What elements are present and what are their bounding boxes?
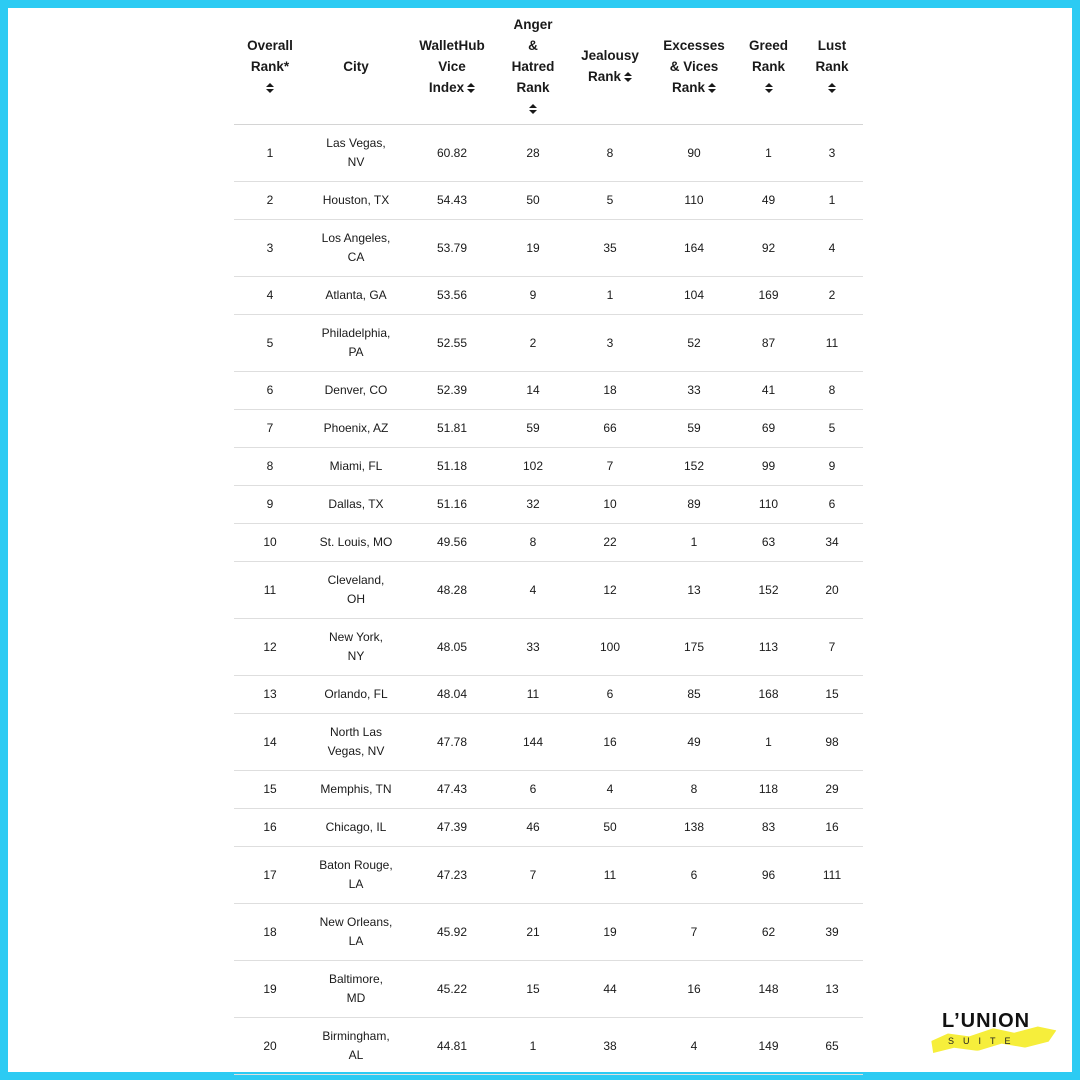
- cell-overall-rank: 19: [234, 961, 306, 1018]
- cell-lust-rank: 9: [801, 448, 863, 486]
- cell-jealousy-rank: 4: [568, 771, 652, 809]
- cell-anger-hatred-rank: 8: [498, 524, 568, 562]
- cell-vice-index: 49.56: [406, 524, 498, 562]
- cell-jealousy-rank: 44: [568, 961, 652, 1018]
- cell-overall-rank: 11: [234, 562, 306, 619]
- table-row: [234, 961, 863, 1018]
- cell-vice-index: 48.05: [406, 619, 498, 676]
- cell-city: [306, 809, 406, 847]
- cell-lust-rank: 4: [801, 220, 863, 277]
- cell-anger-hatred-rank: 33: [498, 619, 568, 676]
- cell-lust-rank: 65: [801, 1018, 863, 1075]
- cell-lust-rank: 111: [801, 847, 863, 904]
- vice-ranking-table: [234, 8, 863, 1075]
- cell-city: [306, 847, 406, 904]
- table-row: [234, 182, 863, 220]
- cell-excesses-vices-rank: 110: [652, 182, 736, 220]
- cell-vice-index: 51.16: [406, 486, 498, 524]
- sort-icon[interactable]: [266, 83, 274, 93]
- city-name-line: LA: [348, 934, 364, 948]
- cell-vice-index: 48.04: [406, 676, 498, 714]
- cell-vice-index: 48.28: [406, 562, 498, 619]
- sort-icon[interactable]: [467, 83, 475, 93]
- cell-jealousy-rank: 7: [568, 448, 652, 486]
- header-label-line: Rank: [751, 58, 785, 74]
- table-row: [234, 125, 863, 182]
- cell-city: [306, 410, 406, 448]
- cell-vice-index: 47.78: [406, 714, 498, 771]
- cell-city: [306, 1018, 406, 1075]
- cell-city: [306, 904, 406, 961]
- cell-overall-rank: 8: [234, 448, 306, 486]
- header-label-line: & Vices: [669, 58, 719, 74]
- cell-greed-rank: 99: [736, 448, 801, 486]
- city-name-line: Birmingham,: [322, 1029, 390, 1043]
- city-name-line: Orlando, FL: [324, 687, 388, 701]
- header-label-line: &: [528, 37, 538, 53]
- cell-city: [306, 448, 406, 486]
- cell-greed-rank: 149: [736, 1018, 801, 1075]
- header-label-line: Vice: [438, 58, 466, 74]
- column-header-excesses-vices-rank[interactable]: [652, 8, 736, 125]
- cell-city: [306, 676, 406, 714]
- cell-lust-rank: 16: [801, 809, 863, 847]
- column-header-anger-hatred-rank[interactable]: [498, 8, 568, 125]
- cell-excesses-vices-rank: 175: [652, 619, 736, 676]
- cell-overall-rank: 7: [234, 410, 306, 448]
- cell-vice-index: 60.82: [406, 125, 498, 182]
- logo-main-text: L’UNION: [942, 1010, 1031, 1032]
- city-name-line: North Las: [329, 725, 383, 739]
- cell-overall-rank: 15: [234, 771, 306, 809]
- cell-city: [306, 524, 406, 562]
- cell-anger-hatred-rank: 11: [498, 676, 568, 714]
- cell-vice-index: 45.92: [406, 904, 498, 961]
- logo-sub-text: SUITE: [948, 1036, 1020, 1046]
- sort-icon-wrap: [500, 98, 566, 119]
- cell-anger-hatred-rank: 32: [498, 486, 568, 524]
- cell-overall-rank: 5: [234, 315, 306, 372]
- column-header-city: [306, 8, 406, 125]
- cell-vice-index: 51.18: [406, 448, 498, 486]
- city-name-line: Atlanta, GA: [325, 288, 387, 302]
- city-name-line: Memphis, TN: [320, 782, 392, 796]
- cell-excesses-vices-rank: 85: [652, 676, 736, 714]
- city-name-line: OH: [347, 592, 365, 606]
- cell-jealousy-rank: 6: [568, 676, 652, 714]
- cell-vice-index: 52.55: [406, 315, 498, 372]
- cell-jealousy-rank: 22: [568, 524, 652, 562]
- header-row: [234, 8, 863, 125]
- cell-greed-rank: 63: [736, 524, 801, 562]
- column-header-greed-rank[interactable]: [736, 8, 801, 125]
- cell-excesses-vices-rank: 138: [652, 809, 736, 847]
- city-name-line: LA: [348, 877, 364, 891]
- cell-overall-rank: 3: [234, 220, 306, 277]
- cell-lust-rank: 5: [801, 410, 863, 448]
- cell-anger-hatred-rank: 1: [498, 1018, 568, 1075]
- city-name-line: Baton Rouge,: [319, 858, 393, 872]
- cell-jealousy-rank: 16: [568, 714, 652, 771]
- cell-overall-rank: 9: [234, 486, 306, 524]
- cell-lust-rank: 15: [801, 676, 863, 714]
- cell-excesses-vices-rank: 52: [652, 315, 736, 372]
- cell-greed-rank: 113: [736, 619, 801, 676]
- cell-greed-rank: 87: [736, 315, 801, 372]
- city-name-line: Phoenix, AZ: [323, 421, 389, 435]
- cell-lust-rank: 29: [801, 771, 863, 809]
- cell-city: [306, 771, 406, 809]
- sort-icon[interactable]: [708, 83, 716, 93]
- cell-excesses-vices-rank: 90: [652, 125, 736, 182]
- cell-jealousy-rank: 5: [568, 182, 652, 220]
- cell-lust-rank: 8: [801, 372, 863, 410]
- city-name-line: Denver, CO: [324, 383, 388, 397]
- cell-greed-rank: 69: [736, 410, 801, 448]
- header-label-line: Greed: [748, 37, 789, 53]
- lunion-suite-logo: [928, 1008, 1058, 1062]
- cell-anger-hatred-rank: 15: [498, 961, 568, 1018]
- cell-city: [306, 961, 406, 1018]
- cell-city: [306, 182, 406, 220]
- cell-overall-rank: 14: [234, 714, 306, 771]
- header-label-line: Jealousy: [581, 48, 639, 63]
- table-row: [234, 1018, 863, 1075]
- cell-lust-rank: 3: [801, 125, 863, 182]
- cell-excesses-vices-rank: 13: [652, 562, 736, 619]
- cell-lust-rank: 2: [801, 277, 863, 315]
- sort-icon[interactable]: [828, 83, 836, 93]
- cell-lust-rank: 1: [801, 182, 863, 220]
- city-name-line: NV: [347, 155, 365, 169]
- table-row: [234, 410, 863, 448]
- cell-excesses-vices-rank: 89: [652, 486, 736, 524]
- column-header-lust-rank[interactable]: [801, 8, 863, 125]
- cell-anger-hatred-rank: 144: [498, 714, 568, 771]
- cell-greed-rank: 169: [736, 277, 801, 315]
- table-row: [234, 619, 863, 676]
- cell-greed-rank: 152: [736, 562, 801, 619]
- cell-lust-rank: 34: [801, 524, 863, 562]
- header-label-line: Lust: [817, 37, 847, 53]
- cell-jealousy-rank: 12: [568, 562, 652, 619]
- cell-anger-hatred-rank: 59: [498, 410, 568, 448]
- table-row: [234, 847, 863, 904]
- cell-excesses-vices-rank: 164: [652, 220, 736, 277]
- cell-jealousy-rank: 100: [568, 619, 652, 676]
- cell-vice-index: 47.39: [406, 809, 498, 847]
- city-name-line: Baltimore,: [328, 972, 384, 986]
- table-row: [234, 904, 863, 961]
- cell-excesses-vices-rank: 7: [652, 904, 736, 961]
- cell-excesses-vices-rank: 49: [652, 714, 736, 771]
- cell-city: [306, 714, 406, 771]
- cell-overall-rank: 16: [234, 809, 306, 847]
- city-name-line: New Orleans,: [319, 915, 393, 929]
- cell-greed-rank: 148: [736, 961, 801, 1018]
- cell-excesses-vices-rank: 33: [652, 372, 736, 410]
- column-header-overall-rank[interactable]: [234, 8, 306, 125]
- header-label-line: Hatred: [511, 58, 555, 74]
- table-row: [234, 771, 863, 809]
- cell-greed-rank: 1: [736, 714, 801, 771]
- cell-excesses-vices-rank: 152: [652, 448, 736, 486]
- cell-greed-rank: 62: [736, 904, 801, 961]
- cell-excesses-vices-rank: 16: [652, 961, 736, 1018]
- city-name-line: PA: [348, 345, 364, 359]
- sort-icon[interactable]: [624, 72, 632, 82]
- table-row: [234, 448, 863, 486]
- column-header-vice-index[interactable]: [406, 8, 498, 125]
- cell-overall-rank: 20: [234, 1018, 306, 1075]
- cell-greed-rank: 83: [736, 809, 801, 847]
- city-name-line: CA: [347, 250, 365, 264]
- cell-overall-rank: 12: [234, 619, 306, 676]
- cell-overall-rank: 2: [234, 182, 306, 220]
- cell-lust-rank: 7: [801, 619, 863, 676]
- cell-city: [306, 619, 406, 676]
- cell-overall-rank: 1: [234, 125, 306, 182]
- cell-anger-hatred-rank: 102: [498, 448, 568, 486]
- cell-vice-index: 54.43: [406, 182, 498, 220]
- header-label-line: Rank: [570, 66, 650, 87]
- cell-overall-rank: 10: [234, 524, 306, 562]
- table-row: [234, 486, 863, 524]
- cell-lust-rank: 39: [801, 904, 863, 961]
- cell-city: [306, 220, 406, 277]
- cell-excesses-vices-rank: 6: [652, 847, 736, 904]
- cell-city: [306, 562, 406, 619]
- cell-vice-index: 47.23: [406, 847, 498, 904]
- table-row: [234, 562, 863, 619]
- table-row: [234, 277, 863, 315]
- cell-lust-rank: 6: [801, 486, 863, 524]
- cell-vice-index: 44.81: [406, 1018, 498, 1075]
- cell-vice-index: 45.22: [406, 961, 498, 1018]
- sort-icon[interactable]: [529, 104, 537, 114]
- cell-jealousy-rank: 50: [568, 809, 652, 847]
- cell-excesses-vices-rank: 104: [652, 277, 736, 315]
- cell-overall-rank: 17: [234, 847, 306, 904]
- table-row: [234, 676, 863, 714]
- city-name-line: Houston, TX: [322, 193, 390, 207]
- cell-vice-index: 47.43: [406, 771, 498, 809]
- city-name-line: Chicago, IL: [325, 820, 387, 834]
- cell-anger-hatred-rank: 6: [498, 771, 568, 809]
- cell-jealousy-rank: 66: [568, 410, 652, 448]
- table-row: [234, 372, 863, 410]
- cell-greed-rank: 110: [736, 486, 801, 524]
- header-label-line: Index: [408, 77, 496, 98]
- cell-anger-hatred-rank: 19: [498, 220, 568, 277]
- cell-jealousy-rank: 10: [568, 486, 652, 524]
- city-name-line: Cleveland,: [327, 573, 385, 587]
- sort-icon-wrap: [803, 77, 861, 98]
- header-label-line: WalletHub: [419, 37, 485, 53]
- cell-greed-rank: 168: [736, 676, 801, 714]
- cell-city: [306, 486, 406, 524]
- cell-vice-index: 52.39: [406, 372, 498, 410]
- cell-jealousy-rank: 8: [568, 125, 652, 182]
- cell-overall-rank: 4: [234, 277, 306, 315]
- cell-greed-rank: 118: [736, 771, 801, 809]
- sort-icon-wrap: [236, 77, 304, 98]
- city-name-line: MD: [346, 991, 366, 1005]
- header-label-line: Rank*: [250, 58, 290, 74]
- sort-icon[interactable]: [765, 83, 773, 93]
- sort-icon-wrap: [738, 77, 799, 98]
- cell-anger-hatred-rank: 4: [498, 562, 568, 619]
- cell-overall-rank: 13: [234, 676, 306, 714]
- cell-city: [306, 125, 406, 182]
- table-row: [234, 714, 863, 771]
- cell-anger-hatred-rank: 21: [498, 904, 568, 961]
- cell-city: [306, 277, 406, 315]
- cell-anger-hatred-rank: 14: [498, 372, 568, 410]
- cell-jealousy-rank: 11: [568, 847, 652, 904]
- header-label-line: Rank: [654, 77, 734, 98]
- cell-excesses-vices-rank: 8: [652, 771, 736, 809]
- header-label-line: Rank: [815, 58, 849, 74]
- city-name-line: St. Louis, MO: [319, 535, 393, 549]
- column-header-jealousy-rank[interactable]: [568, 8, 652, 125]
- table-row: [234, 809, 863, 847]
- header-label-line: Excesses: [663, 37, 725, 53]
- cell-greed-rank: 41: [736, 372, 801, 410]
- cell-lust-rank: 13: [801, 961, 863, 1018]
- table-body: [234, 125, 863, 1075]
- cell-overall-rank: 6: [234, 372, 306, 410]
- header-label-line: Overall: [247, 37, 293, 53]
- cell-greed-rank: 49: [736, 182, 801, 220]
- header-label-line: Rank: [516, 79, 550, 95]
- cell-greed-rank: 96: [736, 847, 801, 904]
- cell-anger-hatred-rank: 28: [498, 125, 568, 182]
- cell-jealousy-rank: 3: [568, 315, 652, 372]
- city-name-line: Miami, FL: [329, 459, 383, 473]
- city-name-line: Dallas, TX: [328, 497, 384, 511]
- city-name-line: Las Vegas,: [326, 136, 386, 150]
- table-row: [234, 220, 863, 277]
- city-name-line: New York,: [328, 630, 384, 644]
- cell-vice-index: 51.81: [406, 410, 498, 448]
- cell-jealousy-rank: 1: [568, 277, 652, 315]
- table-row: [234, 315, 863, 372]
- cell-lust-rank: 11: [801, 315, 863, 372]
- cell-city: [306, 372, 406, 410]
- cell-excesses-vices-rank: 59: [652, 410, 736, 448]
- city-name-line: Los Angeles,: [321, 231, 391, 245]
- cell-anger-hatred-rank: 2: [498, 315, 568, 372]
- cell-anger-hatred-rank: 50: [498, 182, 568, 220]
- cell-excesses-vices-rank: 4: [652, 1018, 736, 1075]
- cell-jealousy-rank: 38: [568, 1018, 652, 1075]
- table-row: [234, 524, 863, 562]
- cell-city: [306, 315, 406, 372]
- cell-greed-rank: 1: [736, 125, 801, 182]
- cell-greed-rank: 92: [736, 220, 801, 277]
- city-name-line: Vegas, NV: [327, 744, 385, 758]
- cell-vice-index: 53.56: [406, 277, 498, 315]
- cell-lust-rank: 98: [801, 714, 863, 771]
- cell-jealousy-rank: 18: [568, 372, 652, 410]
- cell-anger-hatred-rank: 46: [498, 809, 568, 847]
- city-name-line: NY: [347, 649, 365, 663]
- city-name-line: AL: [348, 1048, 364, 1062]
- cell-jealousy-rank: 19: [568, 904, 652, 961]
- header-label-line: City: [343, 58, 369, 74]
- cell-anger-hatred-rank: 7: [498, 847, 568, 904]
- cell-overall-rank: 18: [234, 904, 306, 961]
- cell-lust-rank: 20: [801, 562, 863, 619]
- cell-vice-index: 53.79: [406, 220, 498, 277]
- cell-jealousy-rank: 35: [568, 220, 652, 277]
- header-label-line: Anger: [513, 16, 553, 32]
- cell-anger-hatred-rank: 9: [498, 277, 568, 315]
- city-name-line: Philadelphia,: [321, 326, 391, 340]
- cell-excesses-vices-rank: 1: [652, 524, 736, 562]
